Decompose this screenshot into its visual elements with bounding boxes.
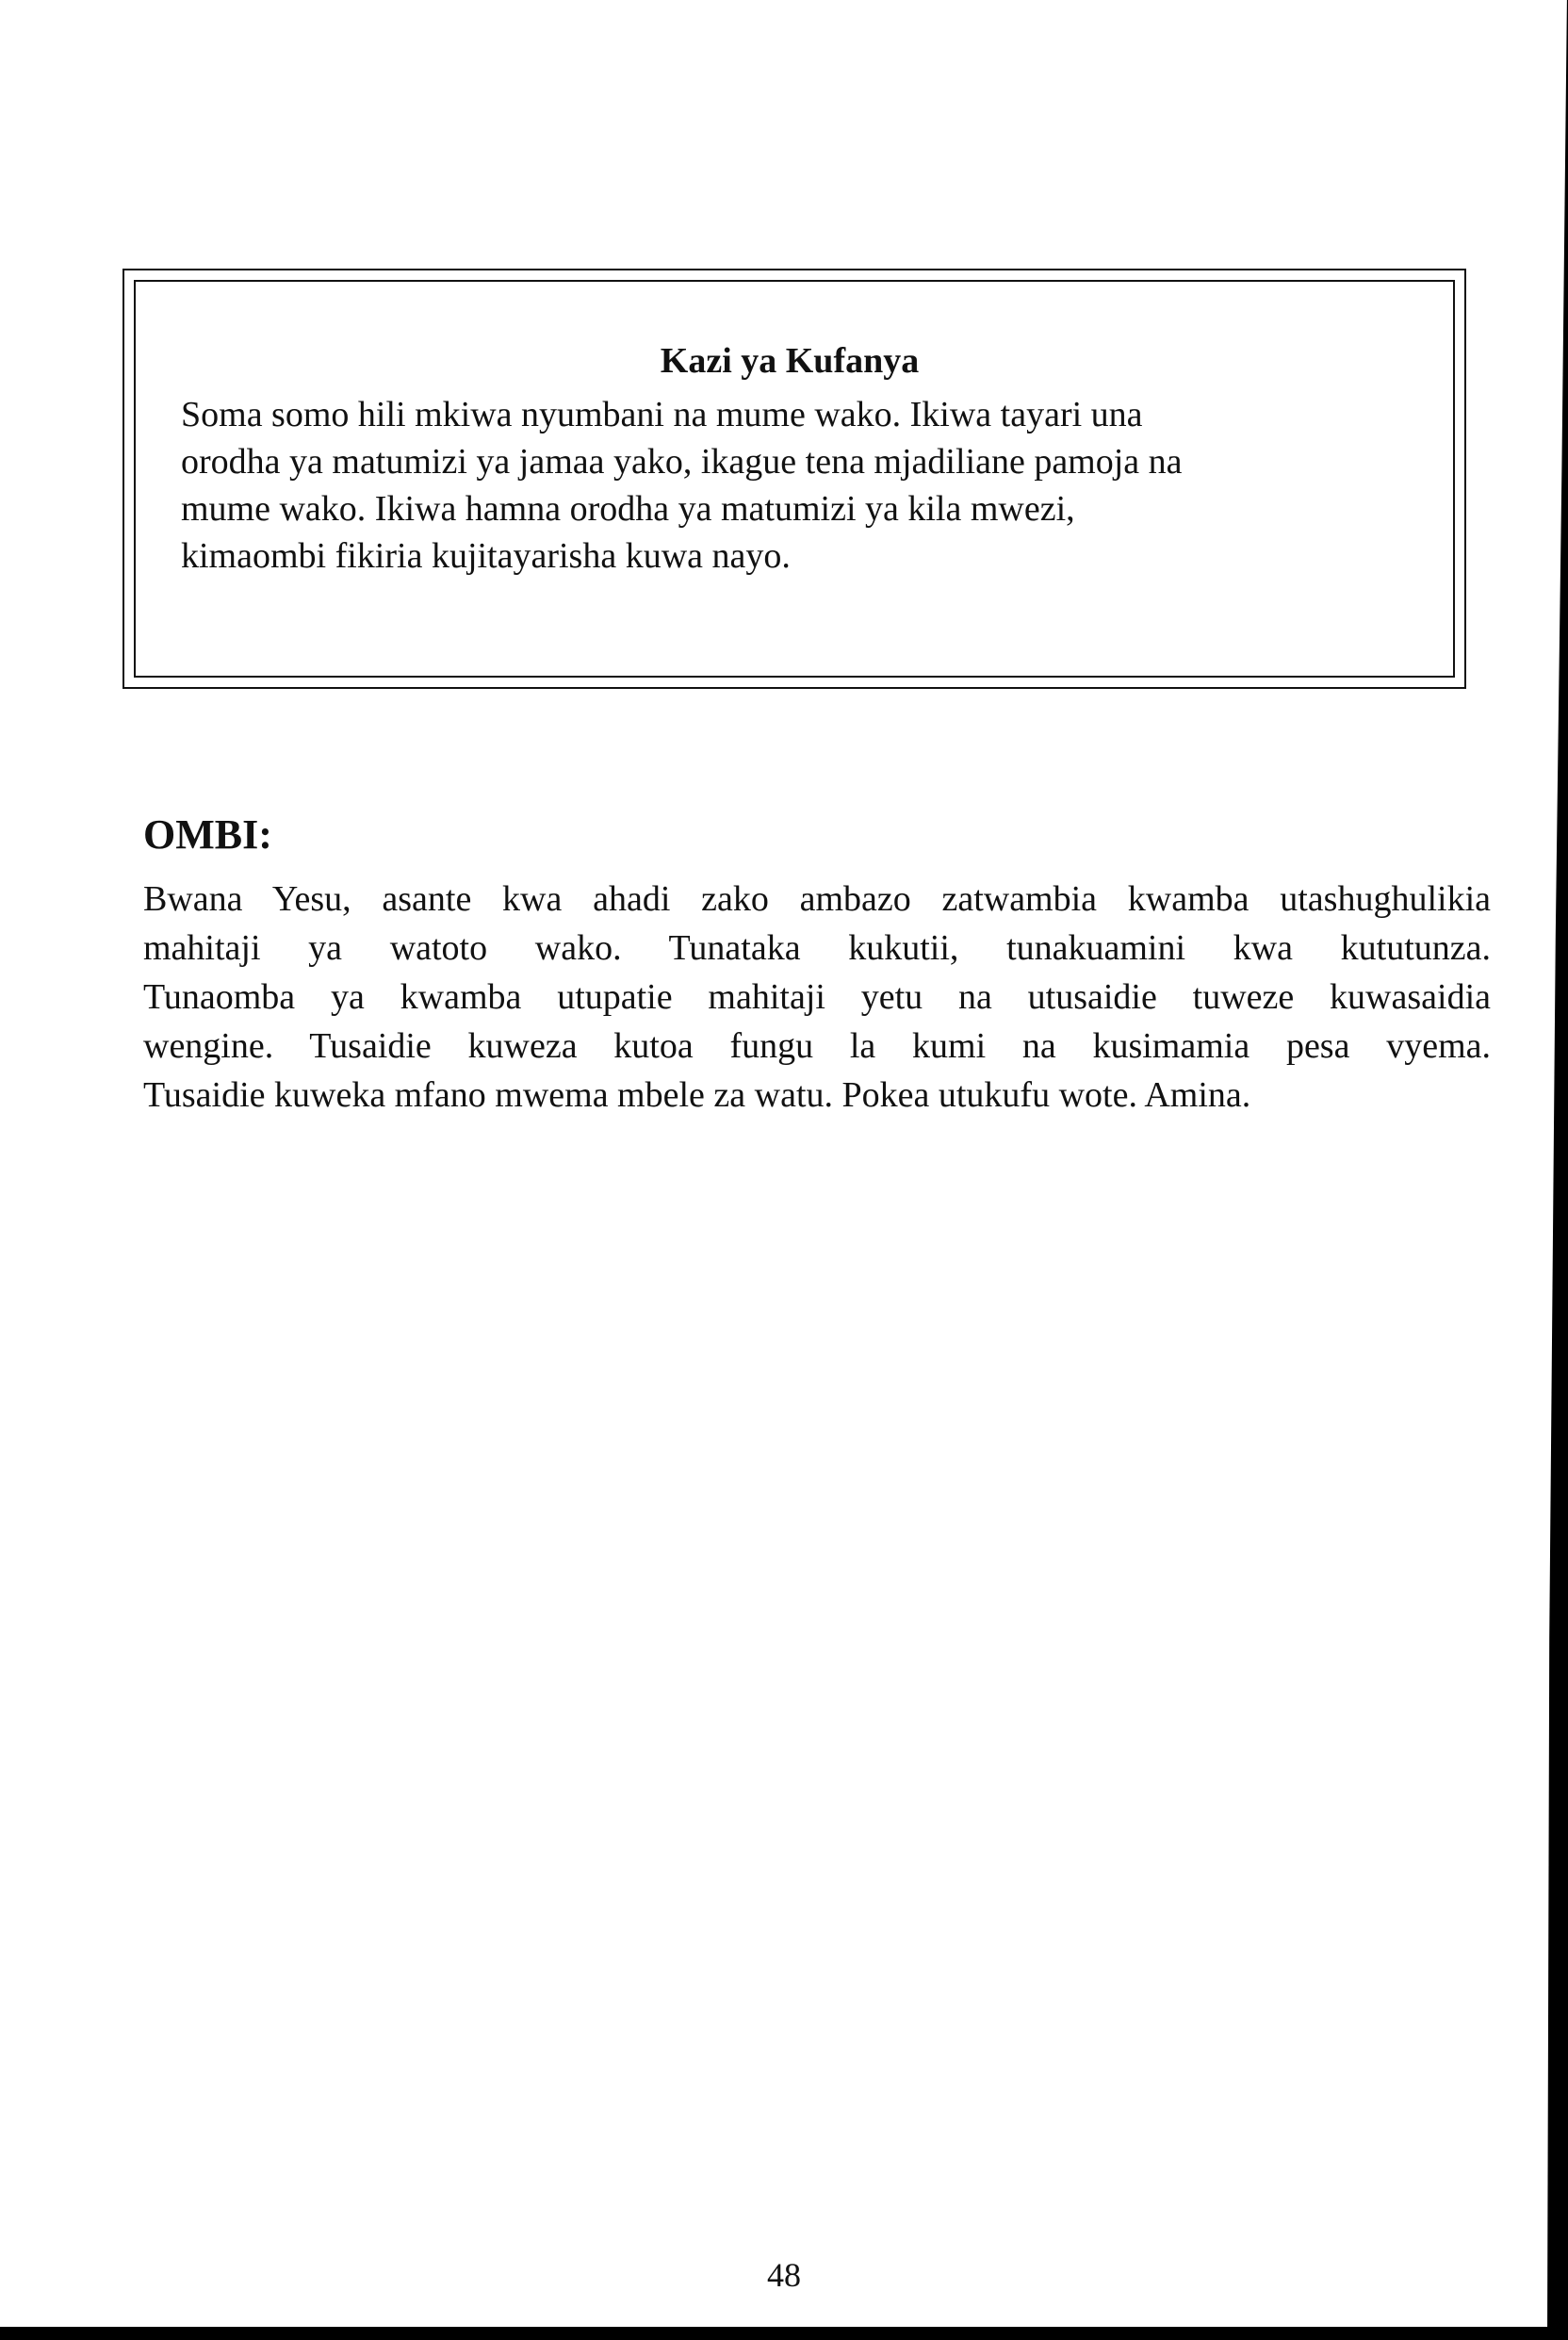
prayer-line: mahitaji ya watoto wako. Tunataka kukutii, tunakuamini kwa kututunza. — [143, 928, 1491, 968]
prayer-body — [143, 875, 1491, 1120]
prayer-line: wengine. Tusaidie kuweza kutoa fungu la kumi na kusimamia pesa vyema. — [143, 1026, 1491, 1066]
prayer-line: Tusaidie kuweka mfano mwema mbele za watu. Pokea utukufu wote. Amina. — [143, 1075, 1251, 1115]
task-box-inner-border — [134, 280, 1455, 678]
task-box — [122, 269, 1466, 689]
task-line: Soma somo hili mkiwa nyumbani na mume wako. Ikiwa tayari una — [181, 395, 1143, 434]
task-title: Kazi ya Kufanya — [660, 341, 920, 381]
prayer-line: Bwana Yesu, asante kwa ahadi zako ambazo zatwambia kwamba utashughulikia — [143, 879, 1491, 919]
scan-page-edge-right — [1547, 0, 1568, 2340]
task-body — [181, 391, 1398, 580]
task-line: kimaombi fikiria kujitayarisha kuwa nayo. — [181, 536, 791, 576]
page-number: 48 — [767, 2256, 801, 2294]
task-line: mume wako. Ikiwa hamna orodha ya matumizi ya kila mwezi, — [181, 489, 1075, 529]
prayer-heading: OMBI: — [143, 811, 272, 858]
scan-page-edge-bottom — [0, 2327, 1568, 2340]
prayer-line: Tunaomba ya kwamba utupatie mahitaji yetu na utusaidie tuweze kuwasaidia — [143, 977, 1491, 1017]
task-line: orodha ya matumizi ya jamaa yako, ikague tena mjadiliane pamoja na — [181, 442, 1183, 482]
